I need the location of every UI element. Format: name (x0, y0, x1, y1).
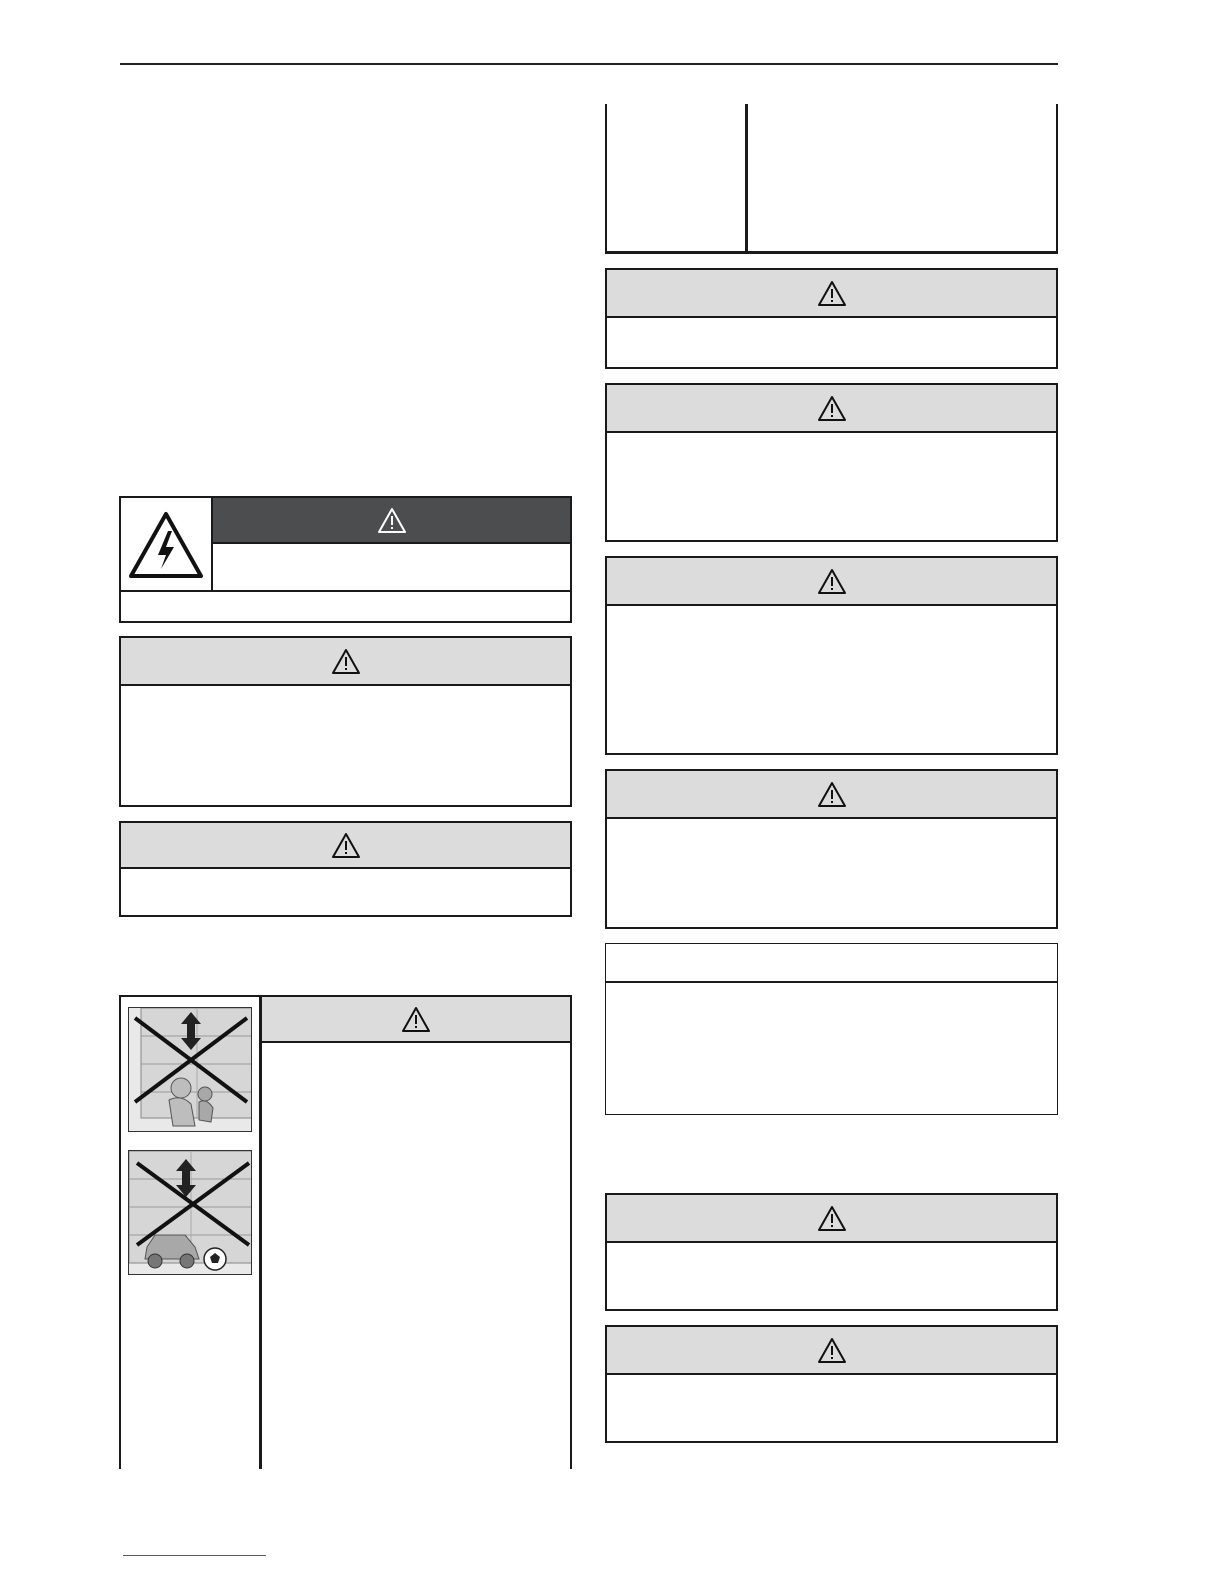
high-voltage-icon (121, 498, 213, 592)
footer-link-underline[interactable] (123, 1555, 266, 1556)
warning-triangle-icon (817, 1205, 847, 1232)
warning-box-header (607, 558, 1056, 606)
warning-box-header (262, 997, 570, 1043)
warning-box-5 (605, 556, 1058, 755)
warning-box-header (607, 1327, 1056, 1375)
warning-triangle-icon (817, 280, 847, 307)
warning-box-3 (605, 268, 1058, 369)
warning-triangle-icon (401, 1006, 431, 1033)
warning-box-2 (119, 821, 572, 917)
continued-table (605, 104, 1058, 254)
warning-box-8 (605, 1325, 1058, 1443)
warning-box-header (607, 270, 1056, 318)
warning-box-header (121, 823, 570, 869)
warning-triangle-icon (331, 648, 361, 675)
warning-box-6 (605, 769, 1058, 929)
warning-box-header (607, 771, 1056, 819)
warning-box-header (607, 1195, 1056, 1243)
electrical-warning-header (213, 498, 570, 544)
warning-box-1 (119, 636, 572, 807)
electrical-warning-footer (121, 590, 570, 592)
notice-box (605, 943, 1058, 1115)
header-rule (120, 63, 1058, 65)
warning-triangle-icon (817, 568, 847, 595)
warning-box-header (607, 385, 1056, 433)
electrical-hazard-box (119, 496, 572, 623)
warning-triangle-icon (377, 507, 407, 534)
no-children-under-door-icon (128, 1007, 252, 1132)
warning-triangle-icon (817, 781, 847, 808)
warning-box-4 (605, 383, 1058, 542)
notice-box-header (606, 944, 1057, 983)
no-toys-under-door-icon (128, 1150, 252, 1275)
warning-triangle-icon (817, 395, 847, 422)
warning-box-7 (605, 1193, 1058, 1311)
warning-triangle-icon (817, 1337, 847, 1364)
warning-triangle-icon (331, 832, 361, 859)
warning-box-header (121, 638, 570, 686)
child-safety-warning-block (119, 995, 572, 1467)
